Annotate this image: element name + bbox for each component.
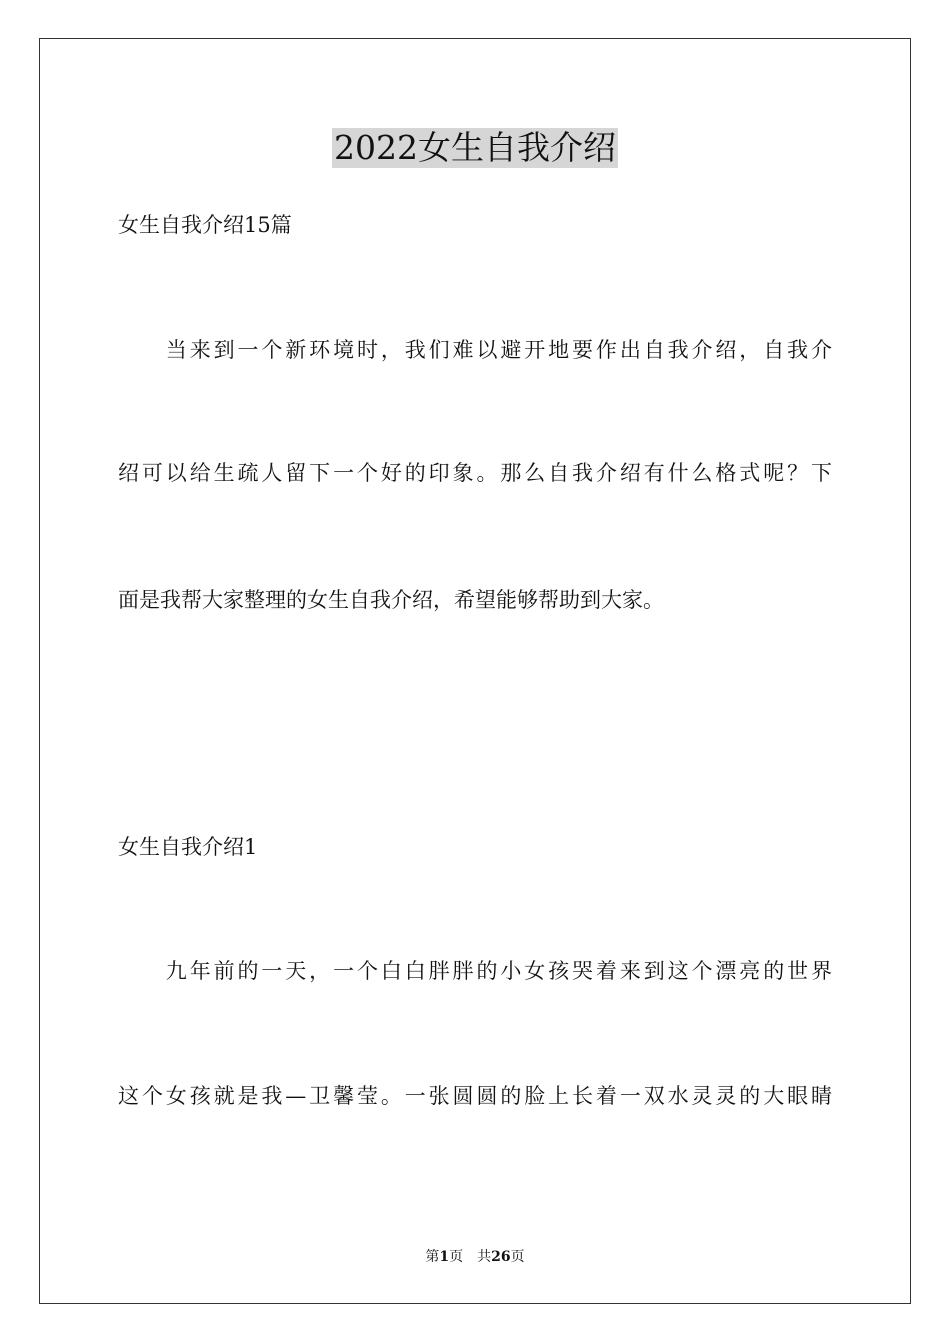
footer-current-page: 1	[439, 1249, 450, 1265]
intro-line-2: 绍可以给生疏人留下一个好的印象。那么自我介绍有什么格式呢？下	[118, 461, 832, 485]
page-footer	[0, 1248, 950, 1266]
section-line-2: 这个女孩就是我—卫馨莹。一张圆圆的脸上长着一双水灵灵的大眼睛	[118, 1084, 832, 1108]
intro-line-1: 当来到一个新环境时，我们难以避开地要作出自我介绍，自我介	[118, 338, 832, 362]
title-wrapper	[0, 128, 950, 168]
footer-suffix: 页	[510, 1249, 525, 1265]
footer-prefix: 第	[425, 1249, 440, 1265]
footer-total-pages: 26	[491, 1249, 511, 1265]
footer-middle: 页 共	[449, 1249, 492, 1265]
document-title: 2022女生自我介绍	[334, 128, 616, 167]
section-line-1: 九年前的一天，一个白白胖胖的小女孩哭着来到这个漂亮的世界	[118, 959, 832, 983]
intro-line-3: 面是我帮大家整理的女生自我介绍，希望能够帮助到大家。	[118, 588, 664, 612]
section-heading: 女生自我介绍1	[118, 835, 258, 859]
document-subtitle: 女生自我介绍15篇	[118, 213, 292, 237]
